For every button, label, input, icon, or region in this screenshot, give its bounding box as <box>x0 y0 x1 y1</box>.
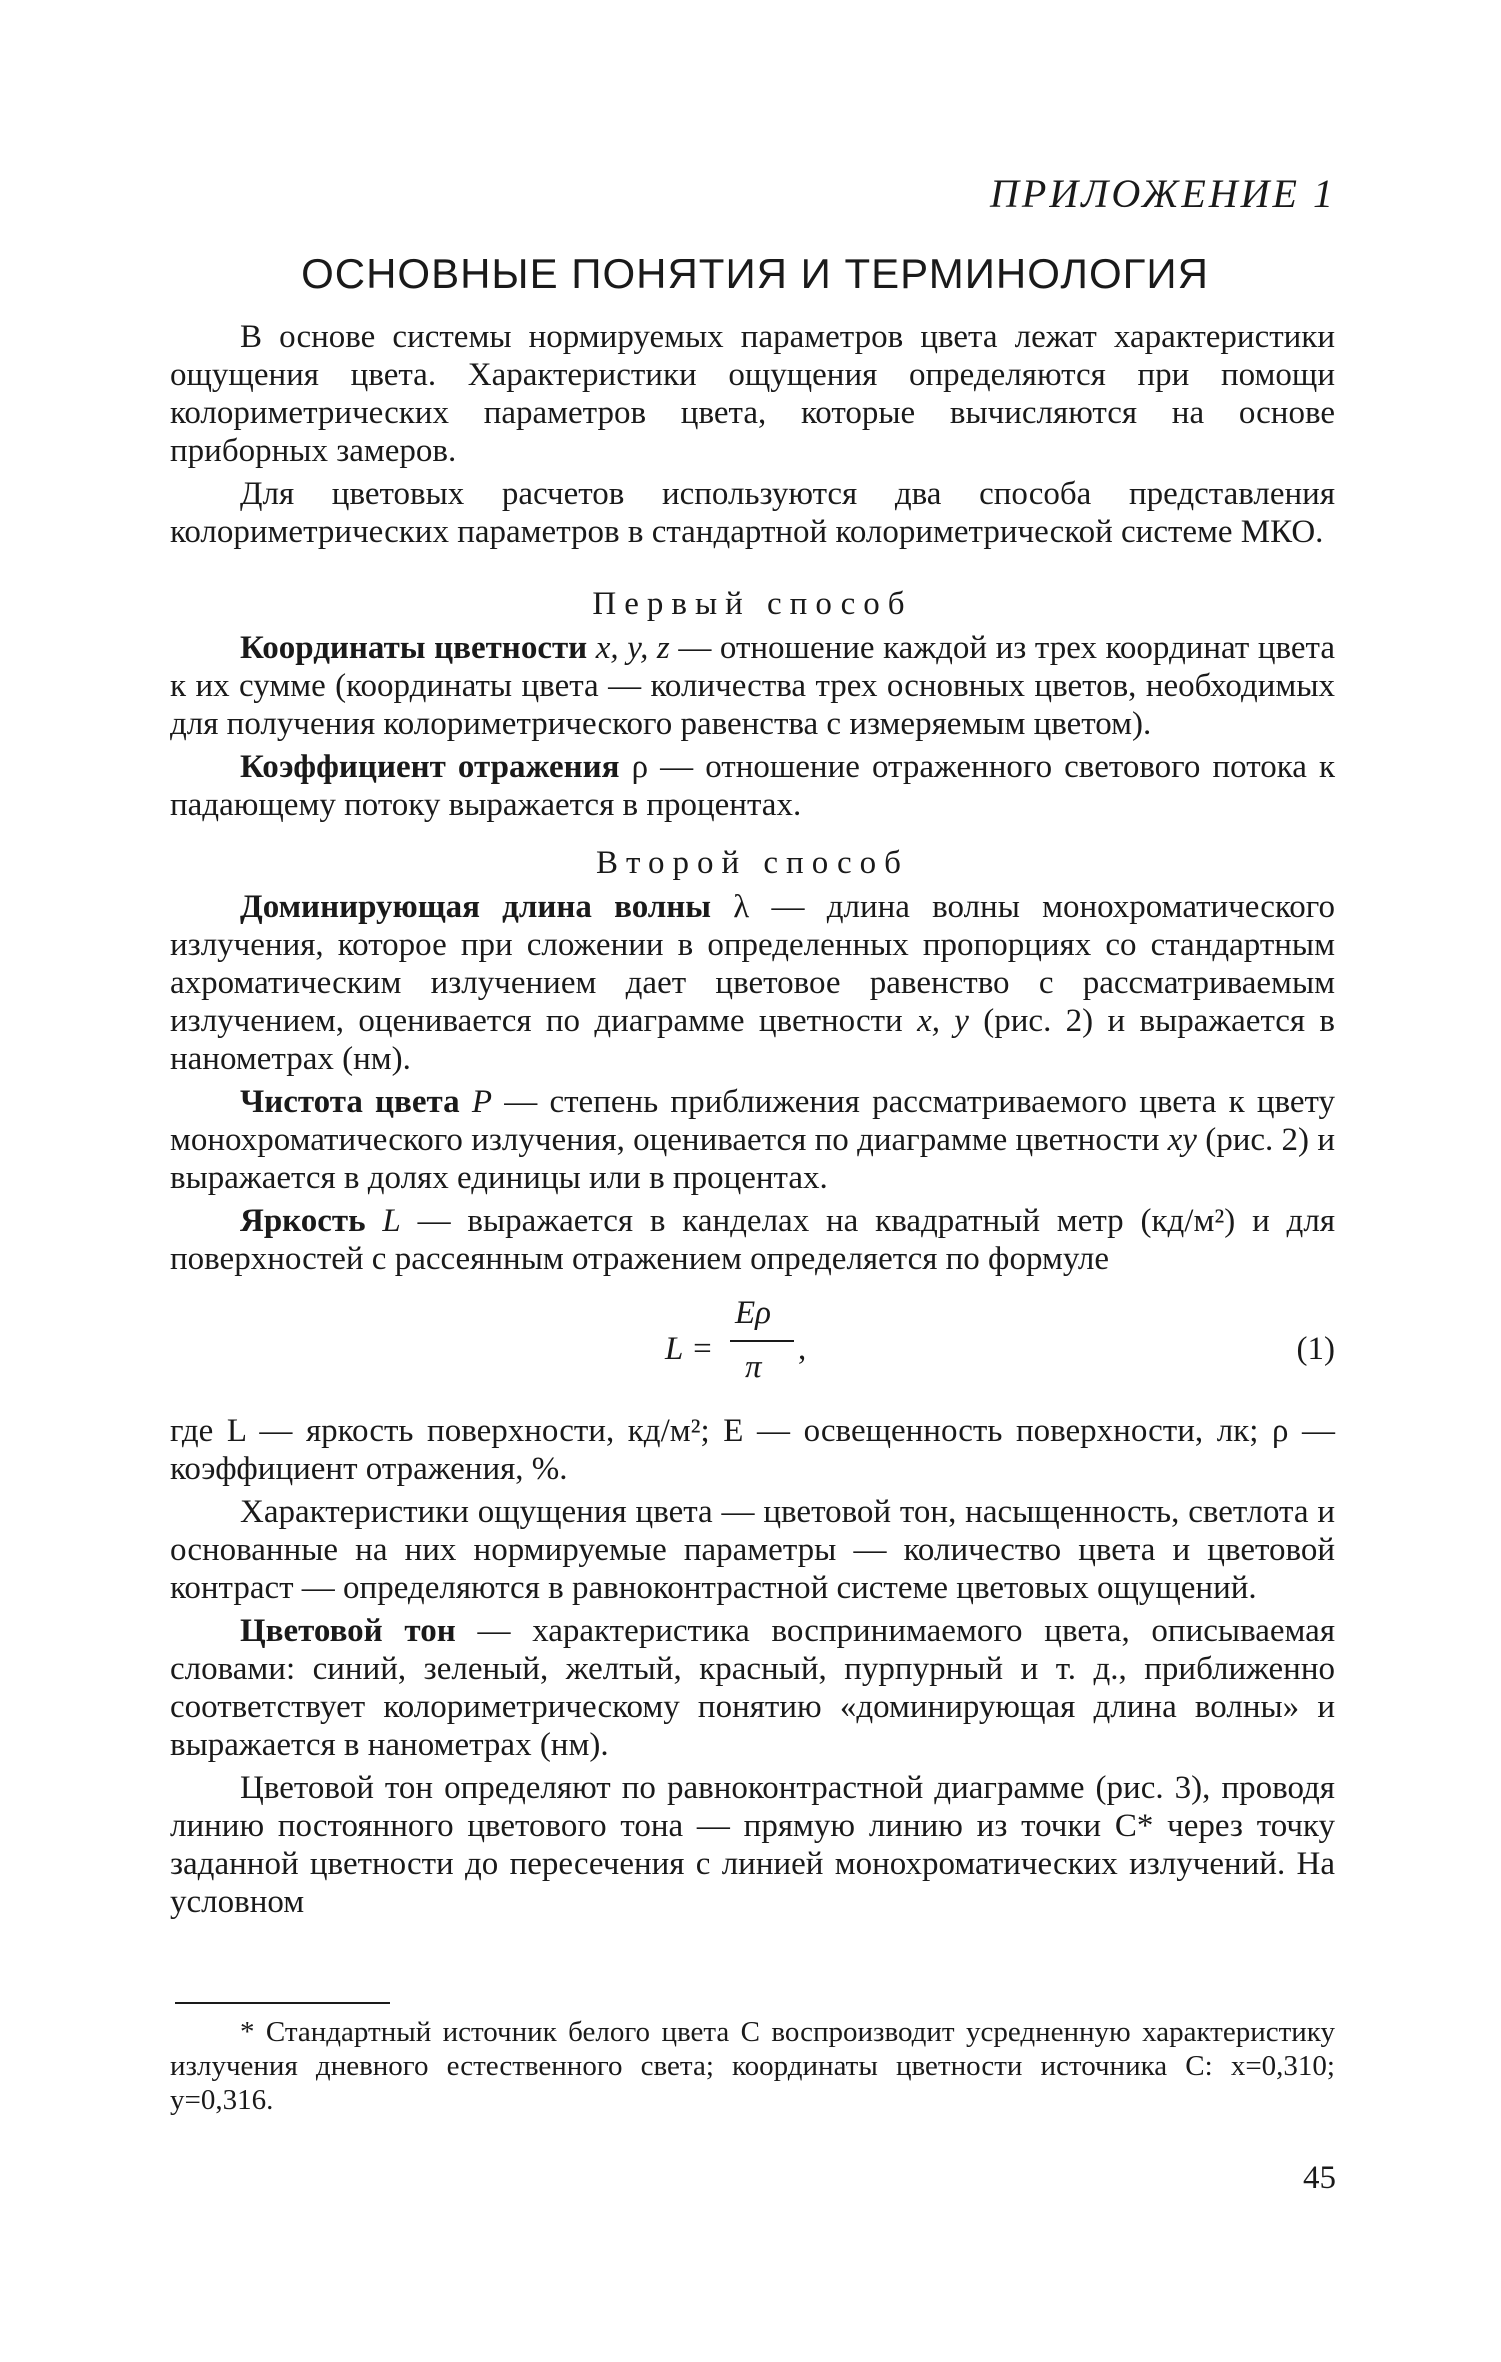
term-dominant-wavelength: Доминирующая длина волны <box>240 889 712 925</box>
term-chromaticity-coordinates: Координаты цветности <box>240 630 588 666</box>
equation-number: (1) <box>1296 1331 1335 1367</box>
page-number: 45 <box>1303 2160 1336 2196</box>
paragraph-chromaticity-coordinates <box>170 629 1335 743</box>
purity-definition-b: (рис. 2) и выражается в долях единицы или в процентах. <box>170 1122 1335 1196</box>
formula-lhs: L = <box>665 1331 714 1367</box>
term-reflection-coefficient: Коэффициент отражения <box>240 749 620 785</box>
paragraph-luminance <box>170 1202 1335 1278</box>
page-title: ОСНОВНЫЕ ПОНЯТИЯ И ТЕРМИНОЛОГИЯ <box>301 250 1209 297</box>
purity-variable: P <box>471 1084 493 1120</box>
section-heading-method-2: Второй способ <box>596 845 909 881</box>
purity-variables: xy <box>1167 1122 1197 1158</box>
body-text <box>170 318 1335 1926</box>
term-luminance: Яркость <box>240 1203 366 1239</box>
purity-definition-a: — степень приближения рассматриваемого цвета к цвету монохроматического излучения, оценивается по диаграмме цветности <box>170 1084 1336 1158</box>
paragraph-dominant-wavelength <box>170 888 1335 1078</box>
paragraph-hue <box>170 1612 1335 1764</box>
term-color-purity: Чистота цвета <box>240 1084 460 1120</box>
coords-variables: x, y, z <box>595 630 670 666</box>
section-heading-method-1: Первый способ <box>592 586 913 622</box>
fraction-bar <box>730 1340 794 1342</box>
paragraph-sensation-characteristics: Характеристики ощущения цвета — цветовой тон, насыщенность, светлота и основанные на них нормируемые параметры — количество цвета и цветовой контраст — определяются в равноконтрастной системе цветовых ощущений. <box>170 1494 1335 1606</box>
footnote: * Стандартный источник белого цвета C воспроизводит усредненную характеристику излучения дневного естественного света; координаты цветности источника C: x=0,310; y=0,316. <box>170 2016 1335 2116</box>
formula-denominator: π <box>745 1349 762 1385</box>
dominant-definition-a: λ — длина волны монохроматического излучения, которое при сложении в определенных пропорциях со стандартным ахроматическим излучением дает цветовое равенство с рассматриваемым излучением, оценивается по диаграмме цветности <box>170 889 1335 1039</box>
dominant-variables: x, y <box>917 1003 969 1039</box>
reflection-definition: ρ — отношение отраженного светового потока к падающему потоку выражается в процентах. <box>170 749 1335 823</box>
paragraph-reflection-coefficient <box>170 748 1335 824</box>
paragraph-color-purity <box>170 1083 1335 1197</box>
coords-definition: — отношение каждой из трех координат цвета к их сумме (координаты цвета — количества трех основных цветов, необходимых для получения колориметрического равенства с измеряемым цветом). <box>170 630 1336 742</box>
luminance-variable: L <box>382 1203 401 1239</box>
term-hue: Цветовой тон <box>240 1613 456 1649</box>
intro-paragraph-1: В основе системы нормируемых параметров цвета лежат характеристики ощущения цвета. Характеристики ощущения определяются при помощи колориметрических параметров цвета, которые вычисляются на основе приборных замеров. <box>170 319 1335 469</box>
luminance-definition: — выражается в канделах на квадратный метр (кд/м²) и для поверхностей с рассеянным отражением определяется по формуле <box>170 1203 1335 1277</box>
hue-definition: — характеристика воспринимаемого цвета, описываемая словами: синий, зеленый, желтый, красный, пурпурный и т. д., приближенно соответствует колориметрическому понятию «доминирующая длина волны» и выражается в нанометрах (нм). <box>170 1613 1335 1763</box>
paragraph-where: где L — яркость поверхности, кд/м²; E — освещенность поверхности, лк; ρ — коэффициент отражения, %. <box>170 1413 1335 1487</box>
footnote-divider <box>175 2002 390 2004</box>
dominant-definition-b: (рис. 2) и выражается в нанометрах (нм). <box>170 1003 1336 1077</box>
formula-comma: , <box>798 1331 807 1367</box>
formula-numerator: Eρ <box>735 1295 771 1331</box>
appendix-label: ПРИЛОЖЕНИЕ 1 <box>990 171 1336 216</box>
formula-1 <box>170 1294 1335 1402</box>
paragraph-hue-determination: Цветовой тон определяют по равноконтрастной диаграмме (рис. 3), проводя линию постоянного цветового тона — прямую линию из точки C* через точку заданной цветности до пересечения с линией монохроматических излучений. На условном <box>170 1770 1335 1920</box>
intro-paragraph-2: Для цветовых расчетов используются два способа представления колориметрических параметров в стандартной колориметрической системе МКО. <box>170 476 1335 550</box>
